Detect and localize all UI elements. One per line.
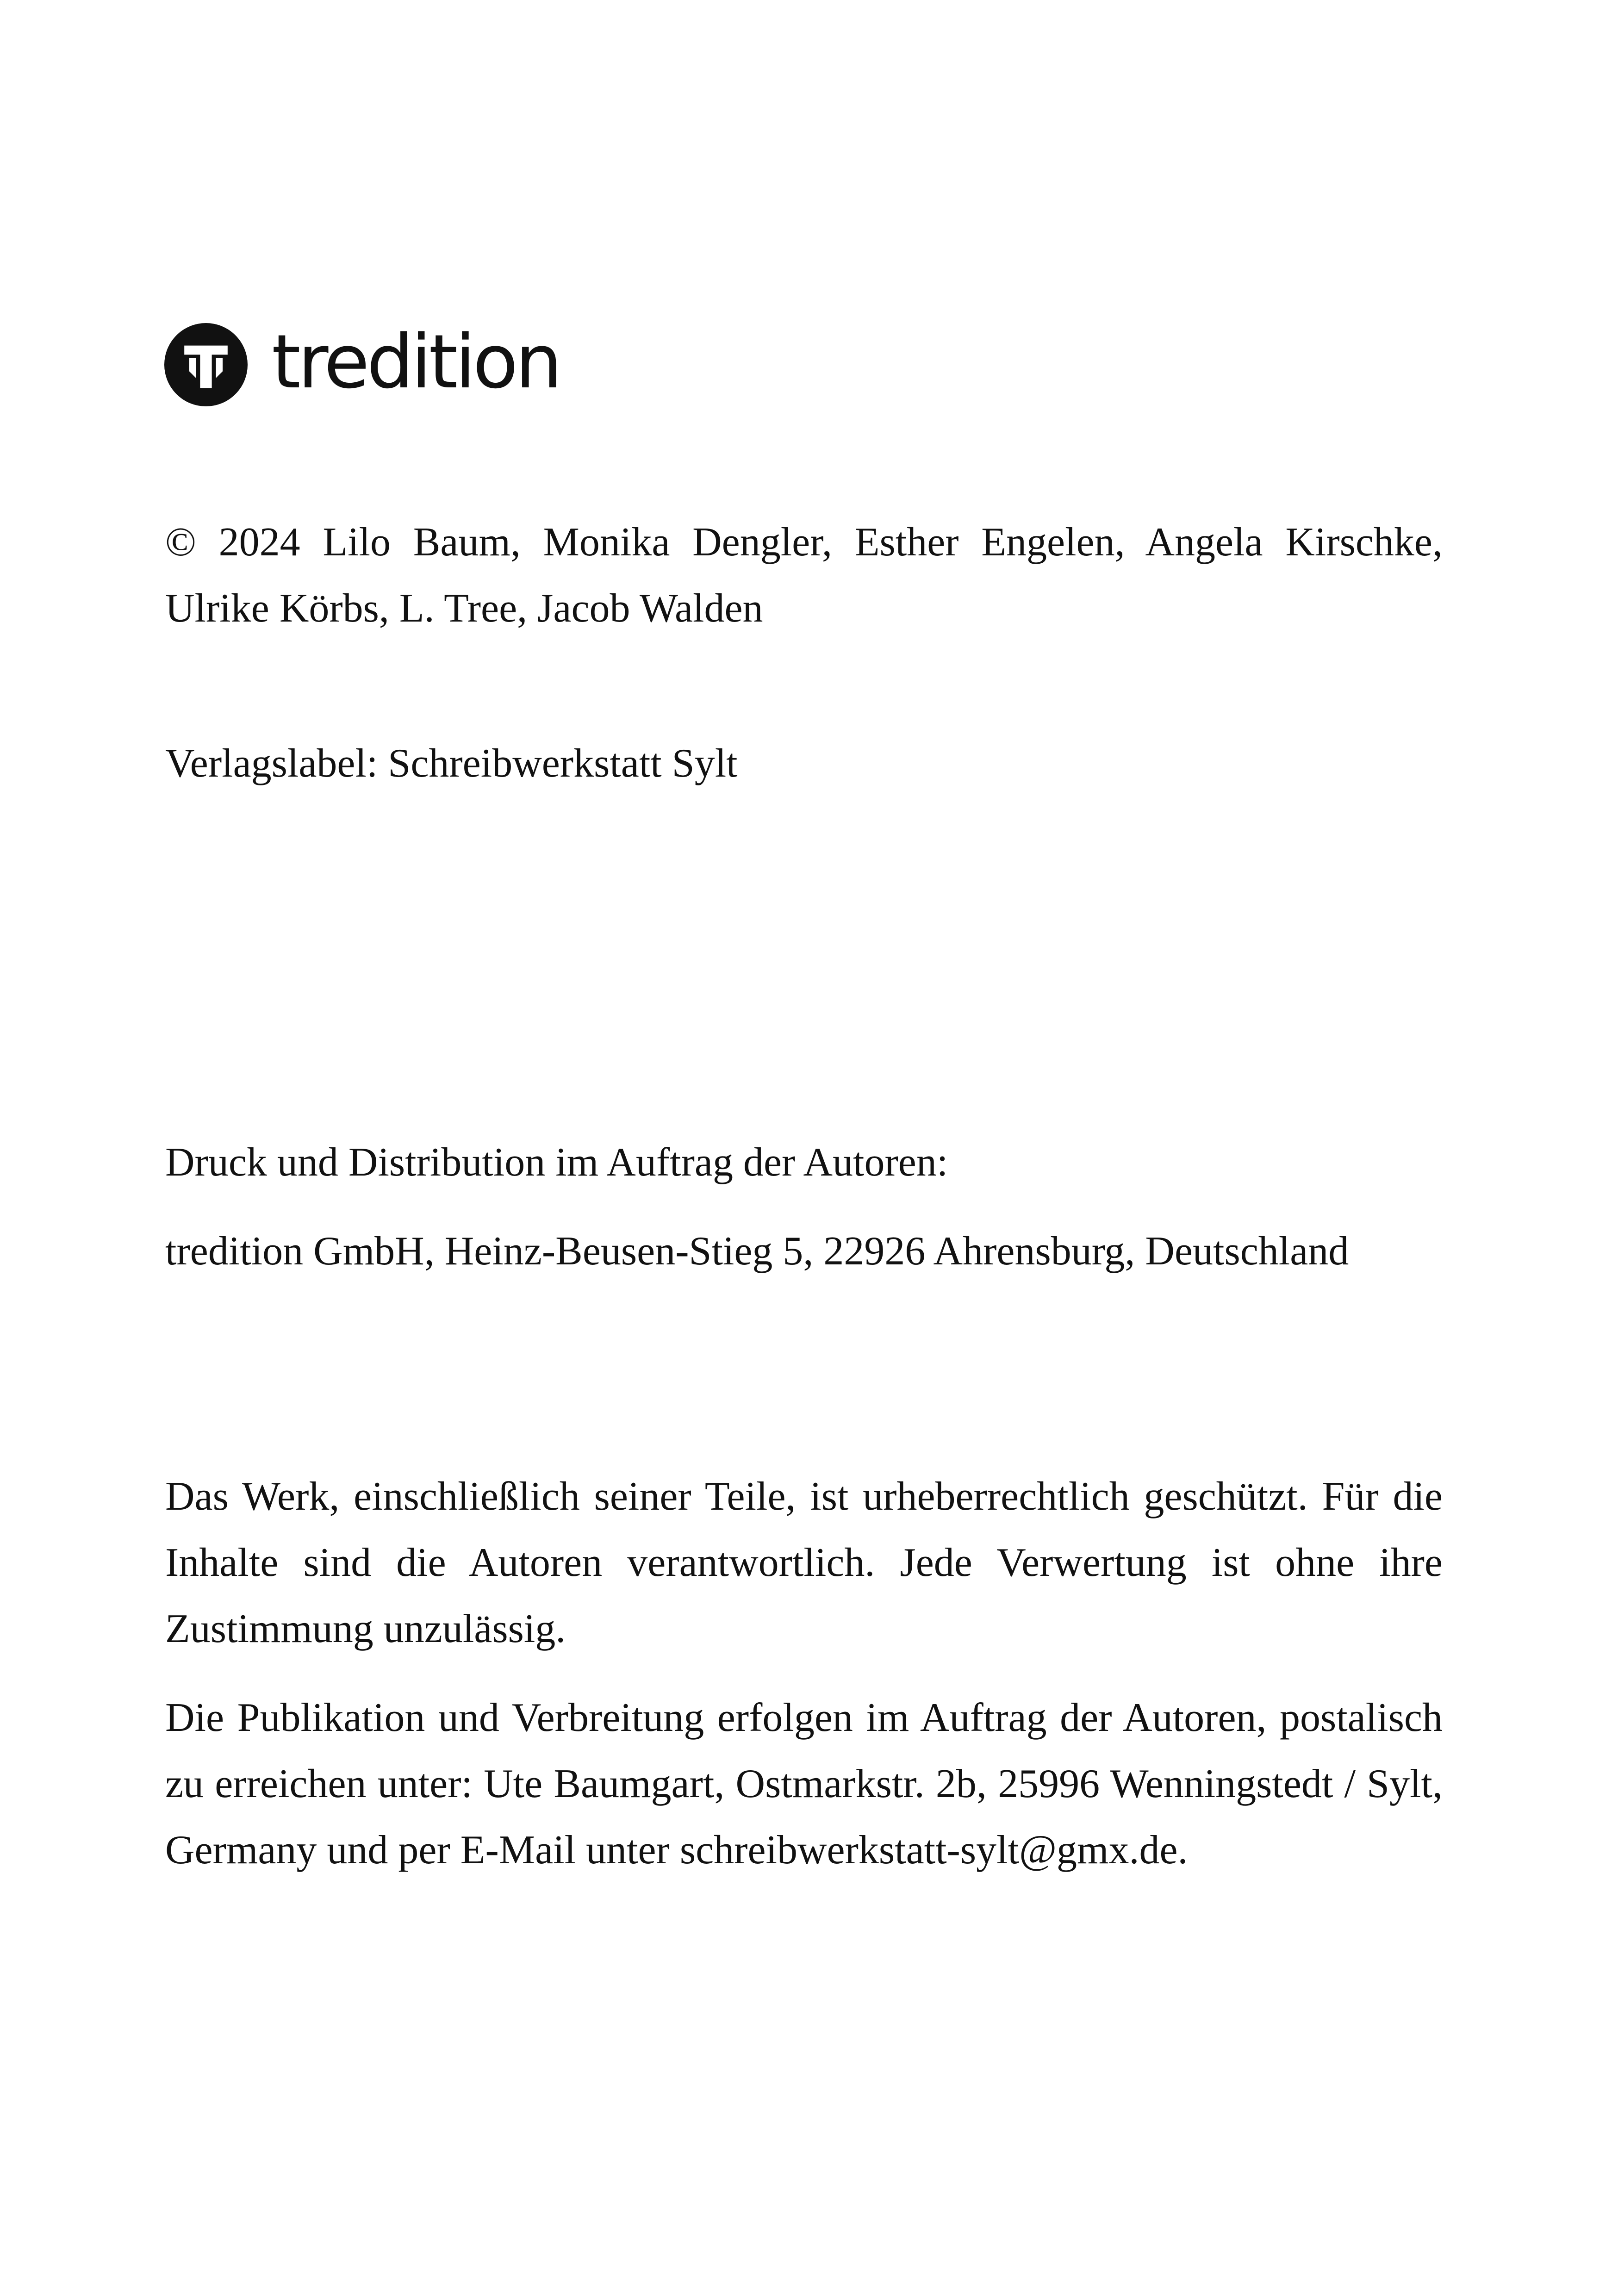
rights-text: Das Werk, einschließlich seiner Teile, ist urheberrechtlich geschützt. Für die Inhalte sind die Autoren verantwortlich. Jede Verwertung ist ohne ihre Zustimmung unzulässig. [165,1474,1443,1651]
publisher-logo [164,318,560,407]
publication-notice [165,1685,1443,1883]
printing-address [165,1218,1443,1284]
publisher-label-text: Verlagslabel: Schreibwerkstatt Sylt [165,741,738,786]
publication-text: Die Publikation und Verbreitung erfolgen im Auftrag der Autoren, postalisch zu erreichen unter: Ute Baumgart, Ostmarkstr. 2b, 25996 Wenningstedt / Sylt, Germany und per E-Mail unter schreibwerkstatt-sylt@gmx.de. [165,1695,1443,1873]
printing-intro-text: Druck und Distribution im Auftrag der Autoren: [165,1140,948,1185]
publisher-label [165,730,1443,796]
copyright-notice [165,509,1443,641]
printing-intro [165,1129,1443,1195]
rights-notice [165,1463,1443,1662]
tredition-logo-icon [164,323,248,406]
logo-wordmark: tredition [272,318,560,405]
copyright-text: © 2024 Lilo Baum, Monika Dengler, Esther Engelen, Angela Kirschke, Ulrike Körbs, L. Tree, Jacob Walden [165,520,1443,631]
printing-address-text: tredition GmbH, Heinz-Beusen-Stieg 5, 22926 Ahrensburg, Deutschland [165,1229,1349,1274]
